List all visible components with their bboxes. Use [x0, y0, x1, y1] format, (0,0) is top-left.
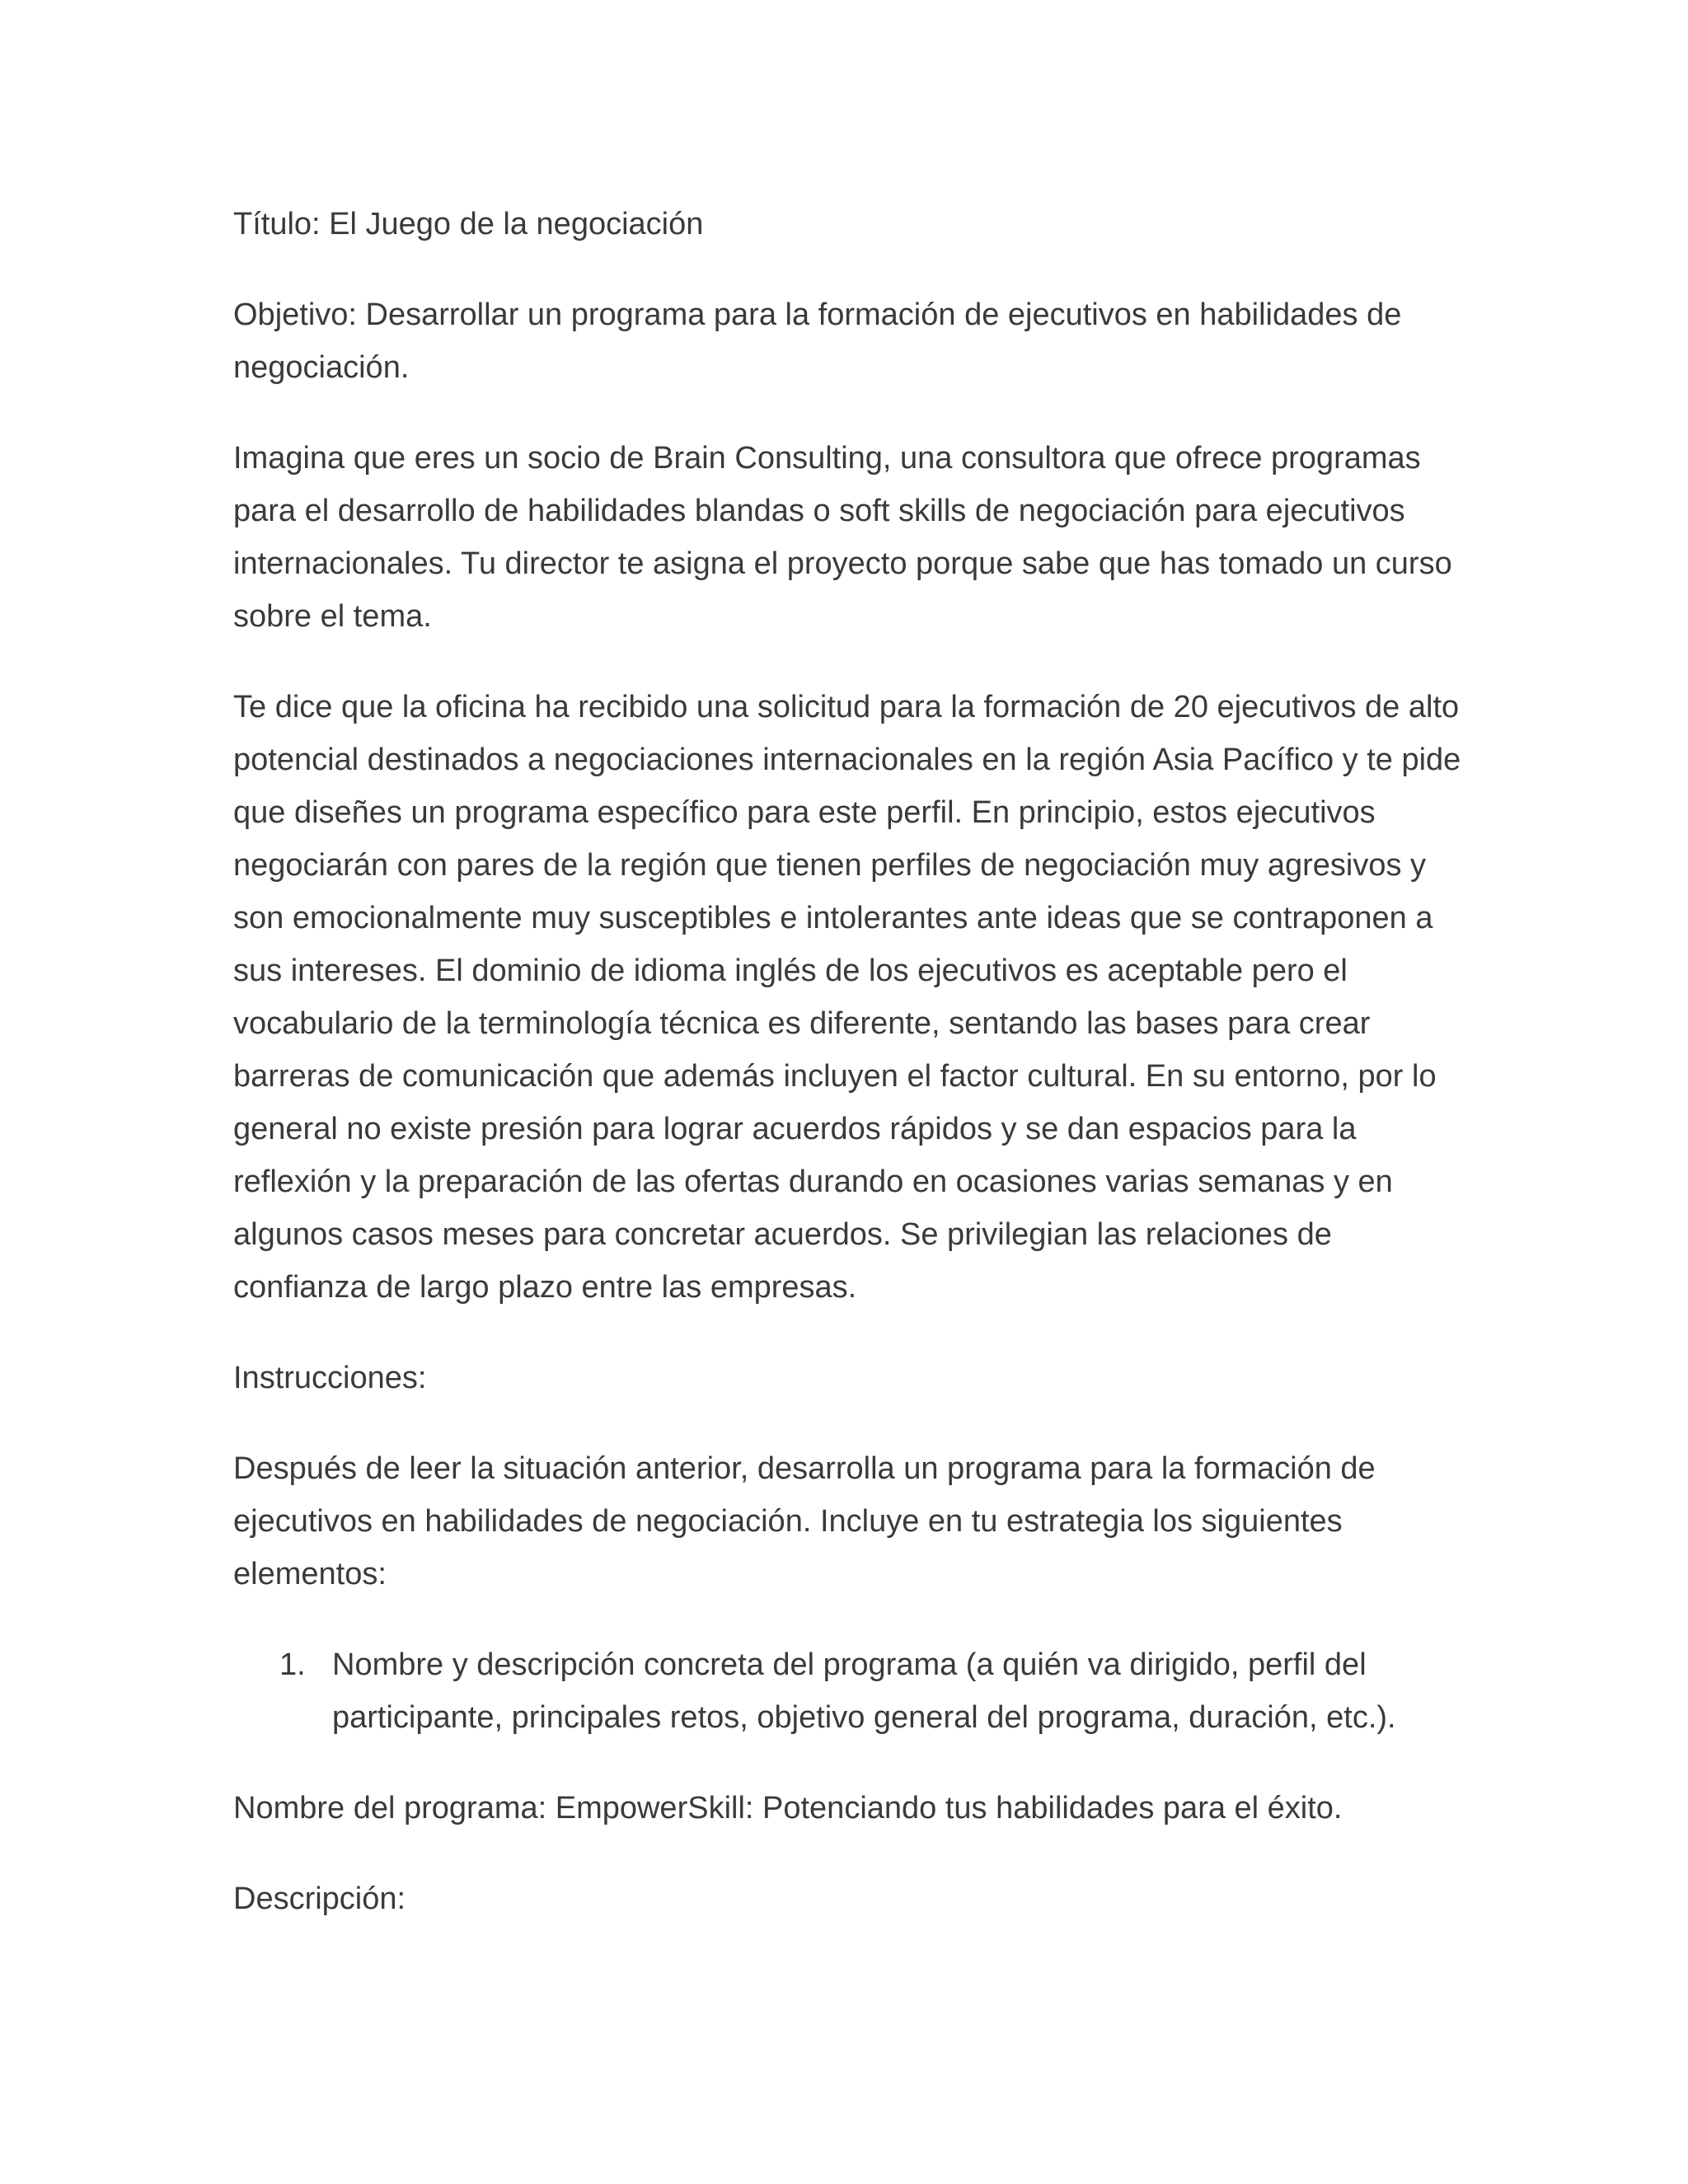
instructions-heading: Instrucciones:: [233, 1361, 427, 1395]
context-paragraph: Te dice que la oficina ha recibido una solicitud para la formación de 20 ejecutivos de alto potencial destinados a negociaciones internacionales en la región Asia Pacífico y te pide que diseñes un programa específico para este perfil. En principio, estos ejecutivos negociarán con pares de la región que tienen perfiles de negociación muy agresivos y son emocionalmente muy susceptibles e intolerantes ante ideas que se contraponen a sus intereses. El dominio de idioma inglés de los ejecutivos es aceptable pero el vocabulario de la terminología técnica es diferente, sentando las bases para crear barreras de comunicación que además incluyen el factor cultural. En su entorno, por lo general no existe presión para lograr acuerdos rápidos y se dan espacios para la reflexión y la preparación de las ofertas durando en ocasiones varias semanas y en algunos casos meses para concretar acuerdos. Se privilegian las relaciones de confianza de largo plazo entre las empresas.: [233, 690, 1461, 1305]
program-name: Nombre del programa: EmpowerSkill: Potenciando tus habilidades para el éxito.: [233, 1791, 1343, 1825]
intro-paragraph: Imagina que eres un socio de Brain Consulting, una consultora que ofrece programas para el desarrollo de habilidades blandas o soft skills de negociación para ejecutivos internacionales. Tu director te asigna el proyecto porque sabe que has tomado un curso sobre el tema.: [233, 441, 1452, 634]
objective-paragraph: Objetivo: Desarrollar un programa para la formación de ejecutivos en habilidades de negociación.: [233, 298, 1402, 385]
list-item-text: Nombre y descripción concreta del programa (a quién va dirigido, perfil del participante, principales retos, objetivo general del programa, duración, etc.).: [332, 1647, 1396, 1735]
list-item: [233, 1638, 1461, 1744]
document-title: Título: El Juego de la negociación: [233, 207, 704, 241]
elements-list: [233, 1638, 1461, 1744]
description-heading: Descripción:: [233, 1882, 406, 1916]
list-item-number: 1.: [279, 1647, 306, 1682]
instructions-paragraph: Después de leer la situación anterior, desarrolla un programa para la formación de ejecutivos en habilidades de negociación. Incluye en tu estrategia los siguientes elementos:: [233, 1451, 1376, 1591]
document-page: [233, 198, 1461, 1963]
